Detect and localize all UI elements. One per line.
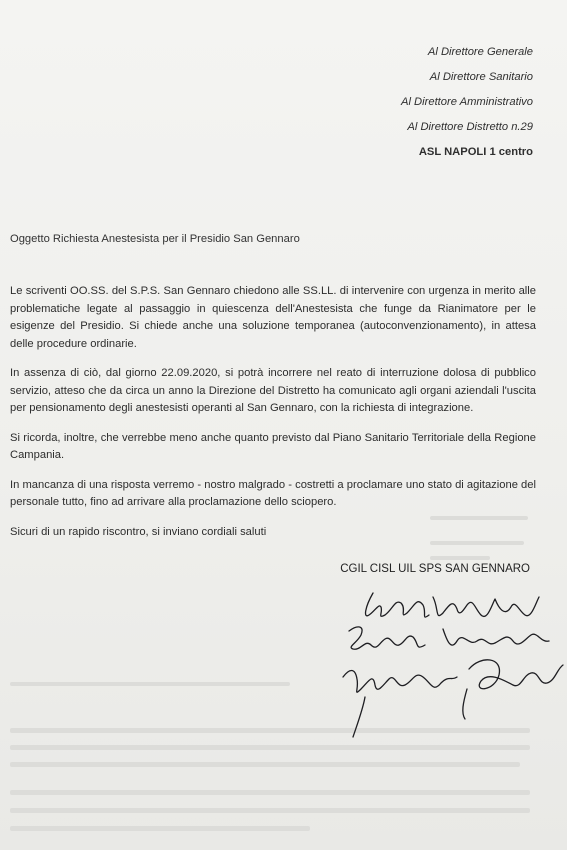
signature-stroke <box>349 627 425 649</box>
recipient-line: Al Direttore Amministrativo <box>401 96 533 108</box>
signature-stroke <box>366 593 429 617</box>
recipient-organization: ASL NAPOLI 1 centro <box>418 146 533 158</box>
letter-body <box>10 283 536 553</box>
signatory-organization: CGIL CISL UIL SPS SAN GENNARO <box>340 563 530 575</box>
body-paragraph: In assenza di ciò, dal giorno 22.09.2020, si potrà incorrere nel reato di interruzione dolosa di pubblico servizio, atteso che da circa un anno la Direzione del Distretto ha comunicato agli organi aziendali l'uscita per pensionamento degli anestesisti operanti al San Gennaro, con la richiesta di integrazione. <box>10 367 536 414</box>
signature-stroke <box>469 660 563 689</box>
recipient-line: Al Direttore Sanitario <box>429 71 533 83</box>
recipients-block <box>401 40 533 165</box>
recipient-line: Al Direttore Generale <box>427 46 533 58</box>
recipient-line: Al Direttore Distretto n.29 <box>407 121 533 133</box>
signature-stroke <box>443 629 549 645</box>
body-paragraph: Si ricorda, inoltre, che verrebbe meno anche quanto previsto dal Piano Sanitario Territoriale della Regione Campania. <box>10 431 536 461</box>
signature-stroke <box>463 689 467 719</box>
body-paragraph: Le scriventi OO.SS. del S.P.S. San Gennaro chiedono alle SS.LL. di intervenire con urgenza in merito alle problematiche legate al passaggio in quiescenza dell'Anestesista che funge da Rianimatore per le esigenze del Presidio. Si chiede anche una soluzione temporanea (autoconvenzionamento), in attesa delle procedure ordinarie. <box>10 285 536 350</box>
handwritten-signatures <box>335 585 567 745</box>
signature-stroke <box>353 697 365 737</box>
body-paragraph: In mancanza di una risposta verremo - nostro malgrado - costretti a proclamare uno stato di agitazione del personale tutto, fino ad arrivare alla proclamazione dello sciopero. <box>10 478 536 508</box>
letter-subject: Oggetto Richiesta Anestesista per il Presidio San Gennaro <box>10 233 300 245</box>
signature-stroke <box>433 597 539 616</box>
closing-line: Sicuri di un rapido riscontro, si inviano cordiali saluti <box>10 525 267 538</box>
signature-stroke <box>343 671 457 693</box>
